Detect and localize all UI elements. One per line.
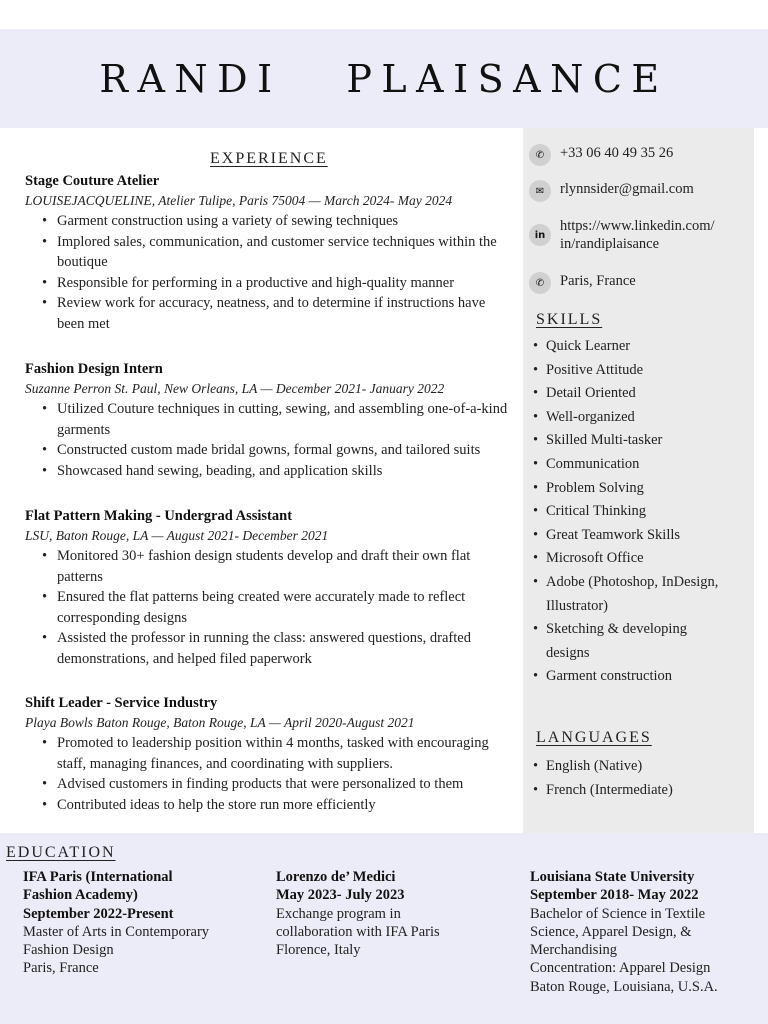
list-item: • Communication <box>533 453 718 477</box>
school-name: Fashion Academy) <box>23 887 138 904</box>
experience-heading: EXPERIENCE <box>210 150 328 167</box>
email-icon: ✉ <box>529 180 551 202</box>
languages-list <box>533 755 673 802</box>
list-item: • Adobe (Photoshop, InDesign, <box>533 571 718 595</box>
list-item: • Assisted the professor in running the class: answered questions, drafted demonstrations, and helped filed paperwork <box>42 628 515 669</box>
job-entry <box>25 694 515 815</box>
list-item: • Constructed custom made bridal gowns, formal gowns, and tailored suits <box>42 440 515 461</box>
candidate-name: RANDI PLAISANCE <box>99 56 669 101</box>
job-employer-dates: Suzanne Perron St. Paul, New Orleans, LA — December 2021- January 2022 <box>25 381 445 396</box>
list-item: • Promoted to leadership position within 4 months, tasked with encouraging staff, managing finances, and coordinating with suppliers. <box>42 733 515 774</box>
linkedin-icon: in <box>529 224 551 246</box>
list-item: • Sketching & developing <box>533 618 718 642</box>
education-dates: September 2018- May 2022 <box>530 887 699 904</box>
list-item: • Microsoft Office <box>533 547 718 571</box>
contact-email <box>529 180 694 202</box>
email-link[interactable]: rlynnsider@gmail.com <box>560 181 694 197</box>
linkedin-url-line: https://www.linkedin.com/ <box>560 218 715 234</box>
list-item-continuation: designs <box>546 644 590 661</box>
job-title: Fashion Design Intern <box>25 361 163 377</box>
list-item: • Skilled Multi-tasker <box>533 429 718 453</box>
list-item: • Great Teamwork Skills <box>533 524 718 548</box>
education-entry <box>276 868 440 959</box>
phone-icon: ✆ <box>529 272 551 294</box>
degree-text: collaboration with IFA Paris <box>276 923 440 940</box>
list-item: • Critical Thinking <box>533 500 718 524</box>
list-item: • French (Intermediate) <box>533 779 673 803</box>
school-location: Baton Rouge, Louisiana, U.S.A. <box>530 978 718 995</box>
education-entry <box>530 868 718 996</box>
school-location: Florence, Italy <box>276 942 361 959</box>
list-item: • Showcased hand sewing, beading, and application skills <box>42 461 515 482</box>
header-banner <box>0 29 768 128</box>
degree-text: Bachelor of Science in Textile <box>530 905 706 922</box>
job-bullets <box>42 399 515 481</box>
education-entry <box>23 868 209 978</box>
list-item: • Contributed ideas to help the store run more efficiently <box>42 795 515 816</box>
linkedin-url-line: in/randiplaisance <box>560 236 660 252</box>
list-item: • Utilized Couture techniques in cutting, sewing, and assembling one-of-a-kind garments <box>42 399 515 440</box>
degree-text: Concentration: Apparel Design <box>530 960 711 977</box>
job-bullets <box>42 546 515 669</box>
languages-heading: LANGUAGES <box>536 729 652 746</box>
school-name: IFA Paris (International <box>23 869 173 885</box>
job-bullets <box>42 211 515 334</box>
list-item: • Review work for accuracy, neatness, and to determine if instructions have been met <box>42 293 515 334</box>
education-section <box>0 833 768 1024</box>
list-item: • Advised customers in finding products that were personalized to them <box>42 774 515 795</box>
degree-text: Exchange program in <box>276 905 401 922</box>
contact-linkedin <box>529 217 715 253</box>
job-title: Shift Leader - Service Industry <box>25 695 218 711</box>
list-item: • Garment construction using a variety of sewing techniques <box>42 211 515 232</box>
job-entry <box>25 172 515 334</box>
sidebar <box>523 128 754 833</box>
job-entry <box>25 360 515 481</box>
school-name: Louisiana State University <box>530 869 695 885</box>
list-item: • Well-organized <box>533 406 718 430</box>
school-location: Paris, France <box>23 960 99 977</box>
degree-text: Master of Arts in Contemporary <box>23 923 210 940</box>
degree-text: Merchandising <box>530 942 617 959</box>
skills-list <box>533 335 718 689</box>
contact-phone <box>529 144 673 166</box>
list-item: • English (Native) <box>533 755 673 779</box>
school-name: Lorenzo de’ Medici <box>276 869 396 885</box>
list-item: • Positive Attitude <box>533 359 718 383</box>
job-employer-dates: Playa Bowls Baton Rouge, Baton Rouge, LA — April 2020-August 2021 <box>25 715 415 730</box>
job-title: Stage Couture Atelier <box>25 173 160 189</box>
job-employer-dates: LSU, Baton Rouge, LA — August 2021- December 2021 <box>25 528 329 543</box>
job-entry <box>25 507 515 669</box>
education-dates: May 2023- July 2023 <box>276 887 405 904</box>
list-item: • Problem Solving <box>533 477 718 501</box>
list-item: • Monitored 30+ fashion design students develop and draft their own flat patterns <box>42 546 515 587</box>
linkedin-link[interactable] <box>560 217 715 253</box>
list-item: • Responsible for performing in a productive and high-quality manner <box>42 273 515 294</box>
job-employer-dates: LOUISEJACQUELINE, Atelier Tulipe, Paris 75004 — March 2024- May 2024 <box>25 193 453 208</box>
phone-icon: ✆ <box>529 144 551 166</box>
degree-text: Fashion Design <box>23 942 114 959</box>
education-dates: September 2022-Present <box>23 905 174 922</box>
list-item: • Detail Oriented <box>533 382 718 406</box>
job-title: Flat Pattern Making - Undergrad Assistant <box>25 508 293 524</box>
list-item: • Ensured the flat patterns being created were accurately made to reflect corresponding designs <box>42 587 515 628</box>
list-item: • Garment construction <box>533 665 718 689</box>
education-heading: EDUCATION <box>6 844 116 861</box>
list-item: • Implored sales, communication, and customer service techniques within the boutique <box>42 232 515 273</box>
contact-location <box>529 272 636 294</box>
skills-heading: SKILLS <box>536 311 603 328</box>
list-item: • Quick Learner <box>533 335 718 359</box>
list-item-continuation: Illustrator) <box>546 597 609 614</box>
location-text: Paris, France <box>560 273 636 289</box>
phone-number[interactable]: +33 06 40 49 35 26 <box>560 145 674 161</box>
job-bullets <box>42 733 515 815</box>
degree-text: Science, Apparel Design, & <box>530 923 692 940</box>
